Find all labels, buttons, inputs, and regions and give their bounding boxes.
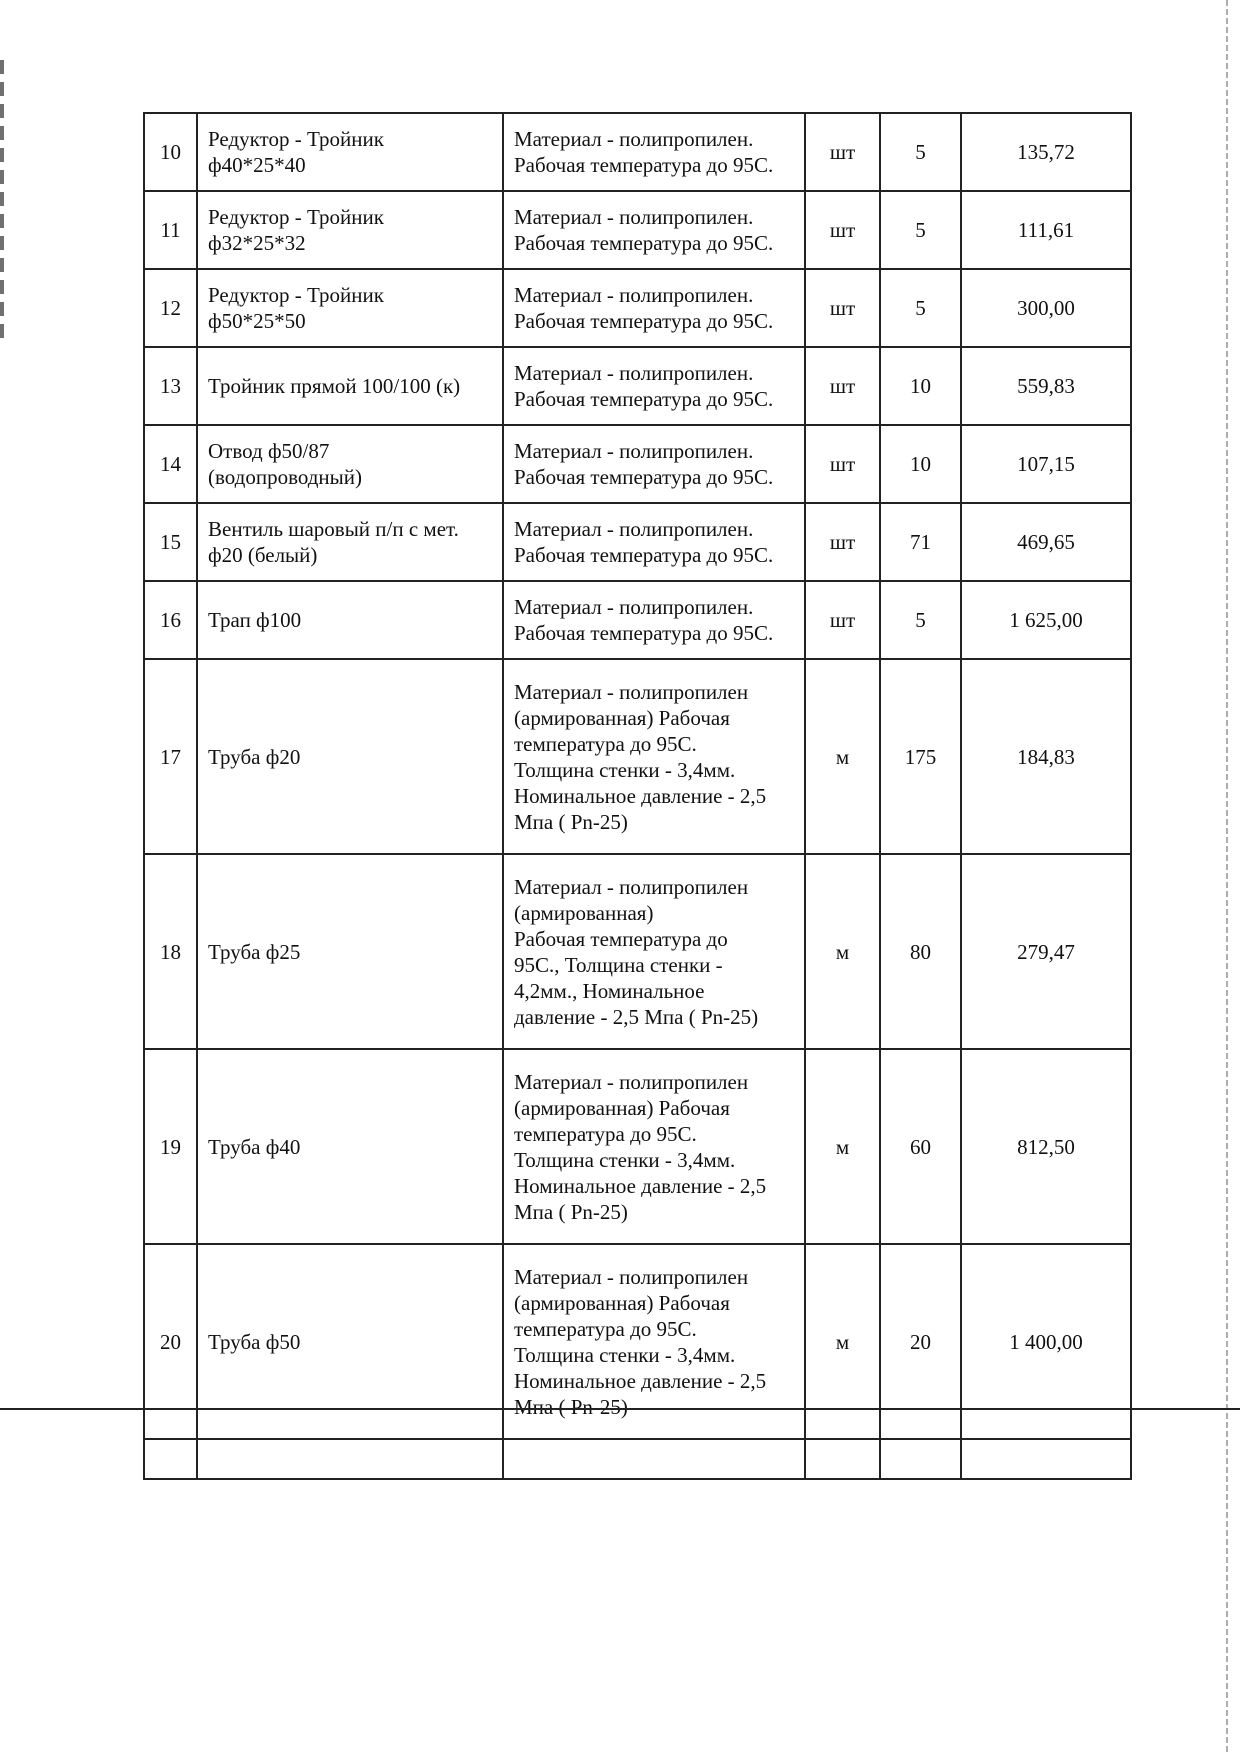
table-row [144,113,1131,191]
item-description-line: температура до 95С. [514,1121,697,1146]
price-cell: 1 625,00 [961,581,1131,659]
item-description [503,425,805,503]
row-number: 15 [144,503,197,581]
row-number: 11 [144,191,197,269]
item-description [503,191,805,269]
table-row [144,581,1131,659]
price-cell: 135,72 [961,113,1131,191]
item-description [503,269,805,347]
item-description-line: Мпа ( Pn-25) [514,1394,628,1419]
quantity-cell: 5 [880,269,961,347]
quantity-cell: 71 [880,503,961,581]
item-description-line: температура до 95С. [514,1316,697,1341]
item-name-line: Труба ф40 [208,1134,301,1159]
item-name [197,347,503,425]
row-number: 13 [144,347,197,425]
specification-table [143,112,1132,1480]
item-name [197,113,503,191]
item-description-line: Материал - полипропилен. [514,517,754,541]
item-description-line: Материал - полипропилен [514,1069,749,1094]
item-name-line: Труба ф20 [208,744,301,769]
unit-cell: шт [805,503,880,581]
item-name [197,269,503,347]
table-row [144,425,1131,503]
item-description-line: Мпа ( Pn-25) [514,1199,628,1224]
row-number: 19 [144,1049,197,1244]
price-cell: 279,47 [961,854,1131,1049]
item-name-line: Вентиль шаровый п/п с мет. [208,517,459,541]
table-row [144,191,1131,269]
quantity-cell: 5 [880,113,961,191]
price-cell: 469,65 [961,503,1131,581]
row-number: 14 [144,425,197,503]
item-name-line: Труба ф50 [208,1329,301,1354]
price-cell: 812,50 [961,1049,1131,1244]
item-description-line: Мпа ( Pn-25) [514,809,628,834]
item-name-line: Редуктор - Тройник [208,127,384,151]
item-name-line: ф40*25*40 [208,153,306,177]
item-description [503,659,805,854]
scan-artifact-line [0,1408,1240,1410]
scan-binding-marks [0,60,4,340]
price-cell: 559,83 [961,347,1131,425]
item-description-line: 4,2мм., Номинальное [514,978,705,1003]
unit-cell: шт [805,581,880,659]
unit-cell: шт [805,347,880,425]
item-name [197,425,503,503]
quantity-cell: 5 [880,191,961,269]
row-number: 18 [144,854,197,1049]
row-number: 16 [144,581,197,659]
quantity-cell: 60 [880,1049,961,1244]
unit-cell: м [805,659,880,854]
empty-cell [880,1439,961,1479]
unit-cell: м [805,854,880,1049]
unit-cell: м [805,1049,880,1244]
empty-cell [144,1439,197,1479]
unit-cell: шт [805,425,880,503]
item-description-line: Рабочая температура до 95С. [514,543,774,567]
item-description-line: 95С., Толщина стенки - [514,952,723,977]
quantity-cell: 20 [880,1244,961,1439]
item-description-line: Рабочая температура до 95С. [514,153,774,177]
item-description-line: Материал - полипропилен. [514,439,754,463]
item-name [197,659,503,854]
item-name-line: Труба ф25 [208,939,301,964]
item-description-line: (армированная) Рабочая [514,1290,730,1315]
price-cell: 107,15 [961,425,1131,503]
item-description-line: Материал - полипропилен [514,874,749,899]
quantity-cell: 10 [880,347,961,425]
quantity-cell: 10 [880,425,961,503]
unit-cell: шт [805,191,880,269]
row-number: 17 [144,659,197,854]
item-description-line: Материал - полипропилен. [514,595,754,619]
item-description-line: Рабочая температура до 95С. [514,465,774,489]
table-row [144,347,1131,425]
price-cell: 300,00 [961,269,1131,347]
item-description-line: (армированная) Рабочая [514,705,730,730]
item-name-line: Трап ф100 [208,608,302,632]
item-description [503,347,805,425]
item-name [197,581,503,659]
unit-cell: шт [805,113,880,191]
price-cell: 1 400,00 [961,1244,1131,1439]
item-description-line: Толщина стенки - 3,4мм. [514,757,736,782]
item-description-line: давление - 2,5 Мпа ( Pn-25) [514,1004,759,1029]
item-description [503,1049,805,1244]
item-description [503,581,805,659]
item-description-line: температура до 95С. [514,731,697,756]
table-row [144,659,1131,854]
item-description-line: Рабочая температура до 95С. [514,231,774,255]
item-description-line: Материал - полипропилен. [514,205,754,229]
row-number: 20 [144,1244,197,1439]
price-cell: 184,83 [961,659,1131,854]
unit-cell: шт [805,269,880,347]
item-description [503,854,805,1049]
item-name-line: Отвод ф50/87 [208,439,330,463]
item-description-line: Номинальное давление - 2,5 [514,1368,767,1393]
quantity-cell: 175 [880,659,961,854]
table-row [144,854,1131,1049]
item-name-line: ф32*25*32 [208,231,306,255]
item-description-line: Толщина стенки - 3,4мм. [514,1147,736,1172]
empty-cell [503,1439,805,1479]
unit-cell: м [805,1244,880,1439]
empty-cell [961,1439,1131,1479]
item-description [503,113,805,191]
quantity-cell: 80 [880,854,961,1049]
item-description-line: (армированная) Рабочая [514,1095,730,1120]
item-description-line: (армированная) [514,900,654,925]
item-name-line: Редуктор - Тройник [208,205,384,229]
table-row-empty [144,1439,1131,1479]
item-name-line: Тройник прямой 100/100 (к) [208,374,461,398]
item-name-line: ф50*25*50 [208,309,306,333]
item-name [197,1049,503,1244]
item-description-line: Номинальное давление - 2,5 [514,783,767,808]
item-description-line: Рабочая температура до 95С. [514,621,774,645]
item-description-line: Рабочая температура до 95С. [514,387,774,411]
item-description-line: Рабочая температура до [514,926,728,951]
item-description-line: Материал - полипропилен. [514,283,754,307]
quantity-cell: 5 [880,581,961,659]
item-description-line: Материал - полипропилен [514,1264,749,1289]
item-name [197,503,503,581]
price-cell: 111,61 [961,191,1131,269]
scan-page-edge [1226,0,1228,1754]
item-name [197,854,503,1049]
table-row [144,503,1131,581]
item-description-line: Рабочая температура до 95С. [514,309,774,333]
item-description-line: Материал - полипропилен. [514,361,754,385]
item-name-line: (водопроводный) [208,465,363,489]
empty-cell [197,1439,503,1479]
empty-cell [805,1439,880,1479]
table-row [144,269,1131,347]
row-number: 12 [144,269,197,347]
row-number: 10 [144,113,197,191]
item-name-line: ф20 (белый) [208,543,318,567]
item-name [197,191,503,269]
table-row [144,1049,1131,1244]
item-description [503,503,805,581]
item-description-line: Номинальное давление - 2,5 [514,1173,767,1198]
item-description-line: Толщина стенки - 3,4мм. [514,1342,736,1367]
item-description-line: Материал - полипропилен [514,679,749,704]
item-name-line: Редуктор - Тройник [208,283,384,307]
item-description-line: Материал - полипропилен. [514,127,754,151]
